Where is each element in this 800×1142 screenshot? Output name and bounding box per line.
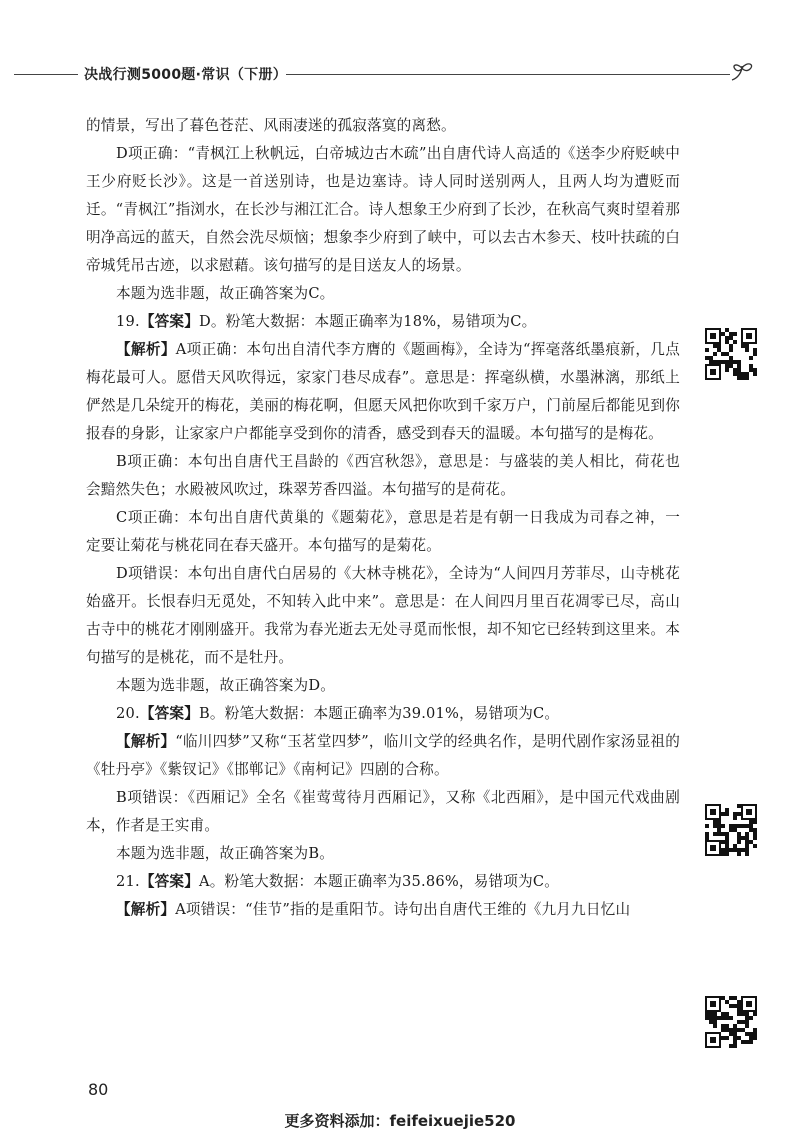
running-header [0,58,800,88]
section-label: 【解析】 [116,341,176,358]
header-rule-right [286,74,730,75]
paragraph-text: 本题为选非题，故正确答案为B。 [116,845,335,862]
section-label: 【解析】 [116,733,176,750]
body-paragraph [86,840,680,868]
body-paragraph [86,280,680,308]
paragraph-text: “临川四梦”又称“玉茗堂四梦”，临川文学的经典名作，是明代剧作家汤显祖的《牡丹亭》《紫钗记》《邯郸记》《南柯记》四剧的合称。 [86,733,680,778]
body-paragraph [86,728,680,784]
question-number: 21. [116,873,140,890]
question-number: 19. [116,313,140,330]
paragraph-text: A项正确：本句出自清代李方膺的《题画梅》，全诗为“挥毫落纸墨痕新，几点梅花最可人。愿借天风吹得远，家家门巷尽成春”。意思是：挥毫纵横，水墨淋漓，那纸上俨然是几朵绽开的梅花，美丽的梅花啊，但愿天风把你吹到千家万户，门前屋后都能见到你报春的身影，让家家户户都能享受到你的清香，感受到春天的温暖。本句描写的是梅花。 [86,341,680,442]
page-number: 80 [88,1080,109,1099]
body-paragraph [86,336,680,448]
body-paragraph [86,140,680,280]
body-paragraph [86,448,680,504]
paragraph-text: D。粉笔大数据：本题正确率为18%，易错项为C。 [199,313,537,330]
body-paragraph [86,560,680,672]
section-label: 【答案】 [139,705,199,722]
question-number: 20. [116,705,140,722]
paragraph-text: D项正确：“青枫江上秋帆远，白帝城边古木疏”出自唐代诗人高适的《送李少府贬峡中王少府贬长沙》。这是一首送别诗，也是边塞诗。诗人同时送别两人，且两人均为遭贬而迁。“青枫江”指浏水，在长沙与湘江汇合。诗人想象王少府到了长沙，在秋高气爽时望着那明净高远的蓝天，自然会洗尽烦恼；想象李少府到了峡中，可以去古木参天、枝叶扶疏的白帝城凭吊古迹，以求慰藉。该句描写的是目送友人的场景。 [86,145,680,274]
qr-code-icon[interactable] [705,804,757,856]
paragraph-text: 本题为选非题，故正确答案为C。 [116,285,335,302]
body-paragraph [86,672,680,700]
section-label: 【解析】 [116,901,176,918]
page-body [86,112,680,924]
qr-code-icon[interactable] [705,328,757,380]
body-paragraph [86,308,680,336]
paragraph-text: D项错误：本句出自唐代白居易的《大林寺桃花》，全诗为“人间四月芳菲尽，山寺桃花始盛开。长恨春归无觅处，不知转入此中来”。意思是：在人间四月里百花凋零已尽，高山古寺中的桃花才刚刚盛开。我常为春光逝去无处寻觅而怅恨，却不知它已经转到这里来。本句描写的是桃花，而不是牡丹。 [86,565,680,666]
sprout-icon [728,60,758,84]
body-paragraph [86,504,680,560]
body-paragraph [86,868,680,896]
qr-code-icon[interactable] [705,996,757,1048]
section-label: 【答案】 [139,313,199,330]
paragraph-text: B。粉笔大数据：本题正确率为39.01%，易错项为C。 [199,705,560,722]
body-paragraph [86,896,680,924]
paragraph-text: C项正确：本句出自唐代黄巢的《题菊花》，意思是若是有朝一日我成为司春之神，一定要让菊花与桃花同在春天盛开。本句描写的是菊花。 [86,509,680,554]
paragraph-text: A项错误：“佳节”指的是重阳节。诗句出自唐代王维的《九月九日忆山 [175,901,631,918]
paragraph-text: B项正确：本句出自唐代王昌龄的《西宫秋怨》，意思是：与盛装的美人相比，荷花也会黯然失色；水殿被风吹过，珠翠芳香四溢。本句描写的是荷花。 [86,453,680,498]
body-paragraph [86,112,680,140]
paragraph-text: 的情景，写出了暮色苍茫、风雨凄迷的孤寂落寞的离愁。 [86,117,456,134]
book-title: 决战行测5000题·常识（下册） [84,67,288,83]
footer-note: 更多资料添加：feifeixuejie520 [284,1112,516,1130]
section-label: 【答案】 [139,873,199,890]
paragraph-text: 本题为选非题，故正确答案为D。 [116,677,336,694]
header-rule-left [14,74,78,75]
body-paragraph [86,784,680,840]
paragraph-text: A。粉笔大数据：本题正确率为35.86%，易错项为C。 [199,873,560,890]
body-paragraph [86,700,680,728]
paragraph-text: B项错误：《西厢记》全名《崔莺莺待月西厢记》，又称《北西厢》，是中国元代戏曲剧本，作者是王实甫。 [86,789,680,834]
